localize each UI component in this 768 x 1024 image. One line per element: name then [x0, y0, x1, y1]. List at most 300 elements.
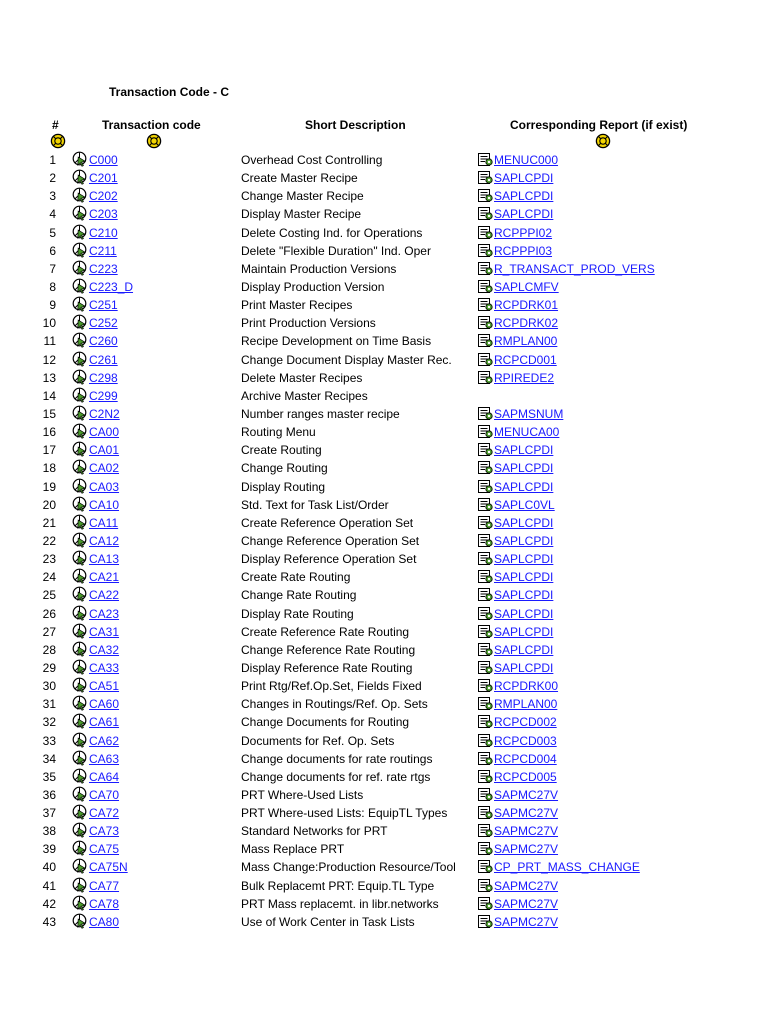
transaction-code-link[interactable]: CA75N: [89, 860, 128, 875]
transaction-code-link[interactable]: C201: [89, 171, 118, 186]
row-number: 18: [42, 461, 56, 476]
transaction-code-link[interactable]: C298: [89, 370, 118, 385]
row-number: 19: [42, 479, 56, 494]
short-description: Change Master Recipe: [241, 189, 364, 204]
report-link[interactable]: SAPLCPDI: [494, 515, 554, 530]
transaction-execute-icon[interactable]: [72, 260, 88, 276]
transaction-code-link[interactable]: C2N2: [89, 406, 120, 421]
short-description: Archive Master Recipes: [241, 388, 368, 403]
table-row: [0, 369, 768, 387]
report-program-icon[interactable]: [477, 841, 494, 856]
row-number: 29: [42, 660, 56, 675]
table-row: [0, 459, 768, 477]
table-row: [0, 568, 768, 586]
transaction-code-link[interactable]: C223_D: [89, 279, 134, 294]
transaction-execute-icon[interactable]: [72, 242, 88, 258]
report-link[interactable]: SAPLCPDI: [494, 552, 554, 567]
report-program-icon[interactable]: [477, 333, 494, 348]
transaction-execute-icon[interactable]: [72, 732, 88, 748]
report-link[interactable]: RMPLAN00: [494, 334, 558, 349]
report-program-icon[interactable]: [477, 460, 494, 475]
table-row: [0, 895, 768, 913]
report-link[interactable]: RCPCD005: [494, 769, 557, 784]
table-row: [0, 405, 768, 423]
transaction-execute-icon[interactable]: [72, 478, 88, 494]
report-program-icon[interactable]: [477, 442, 494, 457]
short-description: PRT Where-used Lists: EquipTL Types: [241, 806, 448, 821]
row-number: 6: [49, 243, 56, 258]
transaction-code-link[interactable]: CA62: [89, 733, 120, 748]
transaction-code-link[interactable]: CA73: [89, 824, 120, 839]
table-row: [0, 351, 768, 369]
transaction-code-link[interactable]: CA03: [89, 479, 120, 494]
report-program-icon[interactable]: [477, 297, 494, 312]
help-icon[interactable]: [146, 133, 162, 149]
table-row: [0, 514, 768, 532]
report-link[interactable]: RCPCD002: [494, 715, 557, 730]
row-number: 11: [43, 334, 56, 349]
table-row: [0, 822, 768, 840]
page-title: Transaction Code - C: [109, 85, 230, 99]
transaction-execute-icon[interactable]: [72, 768, 88, 784]
transaction-code-link[interactable]: CA22: [89, 588, 120, 603]
report-program-icon[interactable]: [477, 751, 494, 766]
report-program-icon[interactable]: [477, 805, 494, 820]
transaction-execute-icon[interactable]: [72, 169, 88, 185]
report-link[interactable]: MENUCA00: [494, 425, 560, 440]
report-link[interactable]: SAPLCPDI: [494, 189, 554, 204]
header-short-description: Short Description: [305, 118, 406, 132]
transaction-code-link[interactable]: CA64: [89, 769, 120, 784]
transaction-code-link[interactable]: CA10: [89, 497, 120, 512]
table-row: [0, 695, 768, 713]
short-description: Recipe Development on Time Basis: [241, 334, 432, 349]
table-row: [0, 750, 768, 768]
transaction-execute-icon[interactable]: [72, 750, 88, 766]
report-link[interactable]: SAPLCPDI: [494, 171, 554, 186]
transaction-execute-icon[interactable]: [72, 641, 88, 657]
short-description: Change Reference Operation Set: [241, 533, 420, 548]
table-row: [0, 586, 768, 604]
transaction-execute-icon[interactable]: [72, 568, 88, 584]
short-description: Display Production Version: [241, 279, 385, 294]
transaction-code-link[interactable]: CA31: [89, 624, 120, 639]
help-icon[interactable]: [595, 133, 611, 149]
transaction-code-link[interactable]: C000: [89, 153, 118, 167]
report-link[interactable]: SAPMSNUM: [494, 406, 564, 421]
report-link[interactable]: R_TRANSACT_PROD_VERS: [494, 261, 655, 276]
transaction-execute-icon[interactable]: [72, 532, 88, 548]
report-link[interactable]: SAPLCPDI: [494, 660, 554, 675]
table-row: [0, 478, 768, 496]
transaction-execute-icon[interactable]: [72, 296, 88, 312]
transaction-execute-icon[interactable]: [72, 405, 88, 421]
transaction-execute-icon[interactable]: [72, 387, 88, 403]
row-number: 33: [42, 733, 56, 748]
report-link[interactable]: SAPLCPDI: [494, 588, 554, 603]
transaction-execute-icon[interactable]: [72, 605, 88, 621]
transaction-execute-icon[interactable]: [72, 550, 88, 566]
row-number: 26: [42, 606, 56, 621]
report-link[interactable]: SAPMC27V: [494, 878, 559, 893]
transaction-execute-icon[interactable]: [72, 713, 88, 729]
report-program-icon[interactable]: [477, 152, 494, 167]
transaction-code-link[interactable]: C251: [89, 298, 118, 313]
report-program-icon[interactable]: [477, 624, 494, 639]
short-description: Create Reference Operation Set: [241, 515, 414, 530]
report-program-icon[interactable]: [477, 642, 494, 657]
transaction-execute-icon[interactable]: [72, 369, 88, 385]
transaction-table: [0, 151, 768, 931]
header-corresponding-report: Corresponding Report (if exist): [510, 118, 688, 132]
transaction-execute-icon[interactable]: [72, 278, 88, 294]
row-number: 17: [42, 443, 56, 458]
report-program-icon[interactable]: [477, 769, 494, 784]
report-link[interactable]: MENUC000: [494, 153, 559, 167]
transaction-code-link[interactable]: C211: [89, 243, 117, 258]
row-number: 24: [42, 570, 56, 585]
report-program-icon[interactable]: [477, 678, 494, 693]
transaction-code-link[interactable]: CA13: [89, 552, 120, 567]
report-link[interactable]: SAPMC27V: [494, 787, 559, 802]
table-row: [0, 641, 768, 659]
row-number: 2: [49, 171, 56, 186]
short-description: Delete Master Recipes: [241, 370, 363, 385]
short-description: Change documents for rate routings: [241, 751, 433, 766]
report-link[interactable]: SAPLCMFV: [494, 279, 559, 294]
short-description: Mass Change:Production Resource/Tool: [241, 860, 456, 875]
help-icon[interactable]: [50, 133, 66, 149]
transaction-execute-icon[interactable]: [72, 677, 88, 693]
transaction-execute-icon[interactable]: [72, 840, 88, 856]
transaction-code-link[interactable]: CA61: [89, 715, 120, 730]
transaction-execute-icon[interactable]: [72, 858, 88, 874]
report-link[interactable]: SAPMC27V: [494, 824, 559, 839]
row-number: 7: [49, 261, 56, 276]
report-link[interactable]: SAPMC27V: [494, 896, 559, 911]
report-program-icon[interactable]: [477, 424, 494, 439]
transaction-execute-icon[interactable]: [72, 205, 88, 221]
report-program-icon[interactable]: [477, 896, 494, 911]
table-row: [0, 296, 768, 314]
short-description: Maintain Production Versions: [241, 261, 397, 276]
short-description: Standard Networks for PRT: [241, 824, 388, 839]
transaction-execute-icon[interactable]: [72, 351, 88, 367]
report-link[interactable]: RCPPPI03: [494, 243, 553, 258]
report-program-icon[interactable]: [477, 315, 494, 330]
row-number: 38: [42, 824, 56, 839]
table-row: [0, 858, 768, 876]
short-description: Display Reference Rate Routing: [241, 660, 413, 675]
transaction-code-link[interactable]: CA77: [89, 878, 120, 893]
report-program-icon[interactable]: [477, 406, 494, 421]
report-program-icon[interactable]: [477, 914, 494, 929]
table-row: [0, 786, 768, 804]
short-description: Change Documents for Routing: [241, 715, 410, 730]
transaction-execute-icon[interactable]: [72, 441, 88, 457]
transaction-code-link[interactable]: C260: [89, 334, 118, 349]
transaction-execute-icon[interactable]: [72, 459, 88, 475]
row-number: 23: [42, 552, 56, 567]
table-row: [0, 387, 768, 405]
report-program-icon[interactable]: [477, 859, 494, 874]
short-description: Overhead Cost Controlling: [241, 153, 383, 167]
transaction-code-link[interactable]: C223: [89, 261, 118, 276]
row-number: 43: [42, 914, 56, 929]
short-description: Delete "Flexible Duration" Ind. Oper: [241, 243, 431, 258]
row-number: 4: [49, 207, 56, 222]
report-program-icon[interactable]: [477, 225, 494, 240]
report-link[interactable]: SAPLCPDI: [494, 461, 554, 476]
transaction-execute-icon[interactable]: [72, 586, 88, 602]
report-program-icon[interactable]: [477, 352, 494, 367]
row-number: 21: [42, 515, 56, 530]
report-link[interactable]: RCPDRK01: [494, 298, 559, 313]
transaction-execute-icon[interactable]: [72, 224, 88, 240]
report-link[interactable]: SAPMC27V: [494, 842, 559, 857]
row-number: 35: [42, 769, 56, 784]
report-link[interactable]: RCPPPI02: [494, 225, 553, 240]
table-row: [0, 713, 768, 731]
table-row: [0, 205, 768, 223]
row-number: 1: [49, 153, 56, 167]
table-row: [0, 550, 768, 568]
transaction-code-link[interactable]: C261: [89, 352, 118, 367]
transaction-code-link[interactable]: CA78: [89, 896, 120, 911]
short-description: Number ranges master recipe: [241, 406, 400, 421]
report-link[interactable]: SAPLCPDI: [494, 642, 554, 657]
short-description: Change Reference Rate Routing: [241, 642, 416, 657]
table-row: [0, 242, 768, 260]
report-program-icon[interactable]: [477, 587, 494, 602]
transaction-code-link[interactable]: CA51: [89, 679, 120, 694]
transaction-execute-icon[interactable]: [72, 514, 88, 530]
transaction-code-link[interactable]: CA60: [89, 697, 120, 712]
report-program-icon[interactable]: [477, 606, 494, 621]
report-program-icon[interactable]: [477, 823, 494, 838]
short-description: Use of Work Center in Task Lists: [241, 914, 415, 929]
short-description: Display Rate Routing: [241, 606, 354, 621]
report-program-icon[interactable]: [477, 479, 494, 494]
table-row: [0, 804, 768, 822]
row-number: 32: [42, 715, 56, 730]
table-row: [0, 169, 768, 187]
transaction-execute-icon[interactable]: [72, 822, 88, 838]
transaction-code-link[interactable]: CA02: [89, 461, 120, 476]
short-description: Change documents for ref. rate rtgs: [241, 769, 431, 784]
row-number: 15: [42, 406, 56, 421]
transaction-execute-icon[interactable]: [72, 913, 88, 929]
row-number: 22: [42, 533, 56, 548]
transaction-code-link[interactable]: CA32: [89, 642, 120, 657]
header-transaction-code: Transaction code: [102, 118, 201, 132]
report-program-icon[interactable]: [477, 370, 494, 385]
report-link[interactable]: SAPLCPDI: [494, 606, 554, 621]
report-program-icon[interactable]: [477, 188, 494, 203]
report-link[interactable]: SAPLCPDI: [494, 207, 554, 222]
short-description: Documents for Ref. Op. Sets: [241, 733, 395, 748]
table-row: [0, 768, 768, 786]
table-row: [0, 314, 768, 332]
report-link[interactable]: RCPCD001: [494, 352, 557, 367]
short-description: Print Production Versions: [241, 316, 376, 331]
report-link[interactable]: SAPLCPDI: [494, 533, 554, 548]
row-number: 31: [42, 697, 56, 712]
transaction-code-link[interactable]: CA00: [89, 425, 120, 440]
row-number: 34: [42, 751, 56, 766]
short-description: Display Reference Operation Set: [241, 552, 417, 567]
report-link[interactable]: SAPLCPDI: [494, 570, 554, 585]
table-row: [0, 732, 768, 750]
row-number: 5: [49, 225, 56, 240]
transaction-execute-icon[interactable]: [72, 877, 88, 893]
transaction-execute-icon[interactable]: [72, 695, 88, 711]
report-program-icon[interactable]: [477, 660, 494, 675]
table-row: [0, 187, 768, 205]
row-number: 25: [42, 588, 56, 603]
report-program-icon[interactable]: [477, 206, 494, 221]
transaction-code-link[interactable]: C210: [89, 225, 118, 240]
row-number: 9: [49, 298, 56, 313]
short-description: Routing Menu: [241, 425, 316, 440]
short-description: PRT Where-Used Lists: [241, 787, 364, 802]
report-link[interactable]: RPIREDE2: [494, 370, 555, 385]
report-program-icon[interactable]: [477, 714, 494, 729]
short-description: Changes in Routings/Ref. Op. Sets: [241, 697, 428, 712]
report-link[interactable]: RCPCD003: [494, 733, 557, 748]
report-program-icon[interactable]: [477, 243, 494, 258]
report-link[interactable]: SAPMC27V: [494, 806, 559, 821]
header-number: #: [52, 118, 59, 132]
table-row: [0, 677, 768, 695]
row-number: 28: [42, 642, 56, 657]
short-description: PRT Mass replacemt. in libr.networks: [241, 896, 439, 911]
report-link[interactable]: CP_PRT_MASS_CHANGE: [494, 860, 640, 875]
transaction-code-link[interactable]: CA33: [89, 660, 120, 675]
transaction-code-link[interactable]: CA11: [89, 515, 119, 530]
report-link[interactable]: SAPMC27V: [494, 914, 559, 929]
transaction-execute-icon[interactable]: [72, 423, 88, 439]
report-link[interactable]: SAPLCPDI: [494, 479, 554, 494]
transaction-code-link[interactable]: CA21: [89, 570, 120, 585]
transaction-execute-icon[interactable]: [72, 804, 88, 820]
row-number: 12: [42, 352, 56, 367]
short-description: Create Reference Rate Routing: [241, 624, 410, 639]
table-row: [0, 151, 768, 169]
report-link[interactable]: SAPLCPDI: [494, 443, 554, 458]
transaction-execute-icon[interactable]: [72, 151, 88, 167]
report-program-icon[interactable]: [477, 497, 494, 512]
transaction-code-link[interactable]: CA80: [89, 914, 120, 929]
transaction-execute-icon[interactable]: [72, 659, 88, 675]
short-description: Change Document Display Master Rec.: [241, 352, 452, 367]
short-description: Print Rtg/Ref.Op.Set, Fields Fixed: [241, 679, 422, 694]
report-program-icon[interactable]: [477, 733, 494, 748]
transaction-code-link[interactable]: CA75: [89, 842, 120, 857]
transaction-code-link[interactable]: C299: [89, 388, 118, 403]
report-program-icon[interactable]: [477, 261, 494, 276]
transaction-execute-icon[interactable]: [72, 314, 88, 330]
report-program-icon[interactable]: [477, 878, 494, 893]
row-number: 40: [42, 860, 56, 875]
short-description: Display Routing: [241, 479, 326, 494]
transaction-code-link[interactable]: CA72: [89, 806, 120, 821]
report-program-icon[interactable]: [477, 533, 494, 548]
transaction-code-link[interactable]: CA01: [89, 443, 120, 458]
short-description: Delete Costing Ind. for Operations: [241, 225, 423, 240]
report-program-icon[interactable]: [477, 279, 494, 294]
report-link[interactable]: RCPCD004: [494, 751, 557, 766]
report-program-icon[interactable]: [477, 569, 494, 584]
table-row: [0, 913, 768, 931]
short-description: Bulk Replacemt PRT: Equip.TL Type: [241, 878, 435, 893]
transaction-code-link[interactable]: CA12: [89, 533, 120, 548]
table-row: [0, 278, 768, 296]
transaction-code-link[interactable]: C252: [89, 316, 118, 331]
short-description: Mass Replace PRT: [241, 842, 345, 857]
table-row: [0, 877, 768, 895]
table-row: [0, 224, 768, 242]
row-number: 3: [49, 189, 56, 204]
short-description: Create Routing: [241, 443, 322, 458]
report-program-icon[interactable]: [477, 696, 494, 711]
table-row: [0, 332, 768, 350]
report-program-icon[interactable]: [477, 170, 494, 185]
report-link[interactable]: SAPLC0VL: [494, 497, 555, 512]
transaction-code-link[interactable]: CA63: [89, 751, 120, 766]
table-row: [0, 441, 768, 459]
row-number: 39: [42, 842, 56, 857]
short-description: Change Rate Routing: [241, 588, 357, 603]
short-description: Create Master Recipe: [241, 171, 358, 186]
transaction-execute-icon[interactable]: [72, 187, 88, 203]
short-description: Display Master Recipe: [241, 207, 362, 222]
row-number: 20: [42, 497, 56, 512]
report-link[interactable]: RCPDRK00: [494, 679, 559, 694]
transaction-code-link[interactable]: C203: [89, 207, 118, 222]
transaction-execute-icon[interactable]: [72, 332, 88, 348]
table-row: [0, 532, 768, 550]
report-program-icon[interactable]: [477, 787, 494, 802]
transaction-execute-icon[interactable]: [72, 786, 88, 802]
table-row: [0, 623, 768, 641]
table-row: [0, 496, 768, 514]
transaction-code-link[interactable]: CA70: [89, 787, 120, 802]
row-number: 14: [42, 388, 56, 403]
report-link[interactable]: RMPLAN00: [494, 697, 558, 712]
table-row: [0, 423, 768, 441]
transaction-execute-icon[interactable]: [72, 623, 88, 639]
transaction-code-link[interactable]: C202: [89, 189, 118, 204]
short-description: Std. Text for Task List/Order: [241, 497, 389, 512]
table-row: [0, 840, 768, 858]
row-number: 42: [42, 896, 56, 911]
row-number: 8: [49, 279, 56, 294]
report-program-icon[interactable]: [477, 515, 494, 530]
row-number: 30: [42, 679, 56, 694]
table-row: [0, 605, 768, 623]
transaction-execute-icon[interactable]: [72, 895, 88, 911]
row-number: 41: [42, 878, 56, 893]
transaction-execute-icon[interactable]: [72, 496, 88, 512]
report-program-icon[interactable]: [477, 551, 494, 566]
report-link[interactable]: RCPDRK02: [494, 316, 559, 331]
short-description: Print Master Recipes: [241, 298, 353, 313]
row-number: 16: [42, 425, 56, 440]
row-number: 27: [42, 624, 56, 639]
report-link[interactable]: SAPLCPDI: [494, 624, 554, 639]
transaction-code-link[interactable]: CA23: [89, 606, 120, 621]
